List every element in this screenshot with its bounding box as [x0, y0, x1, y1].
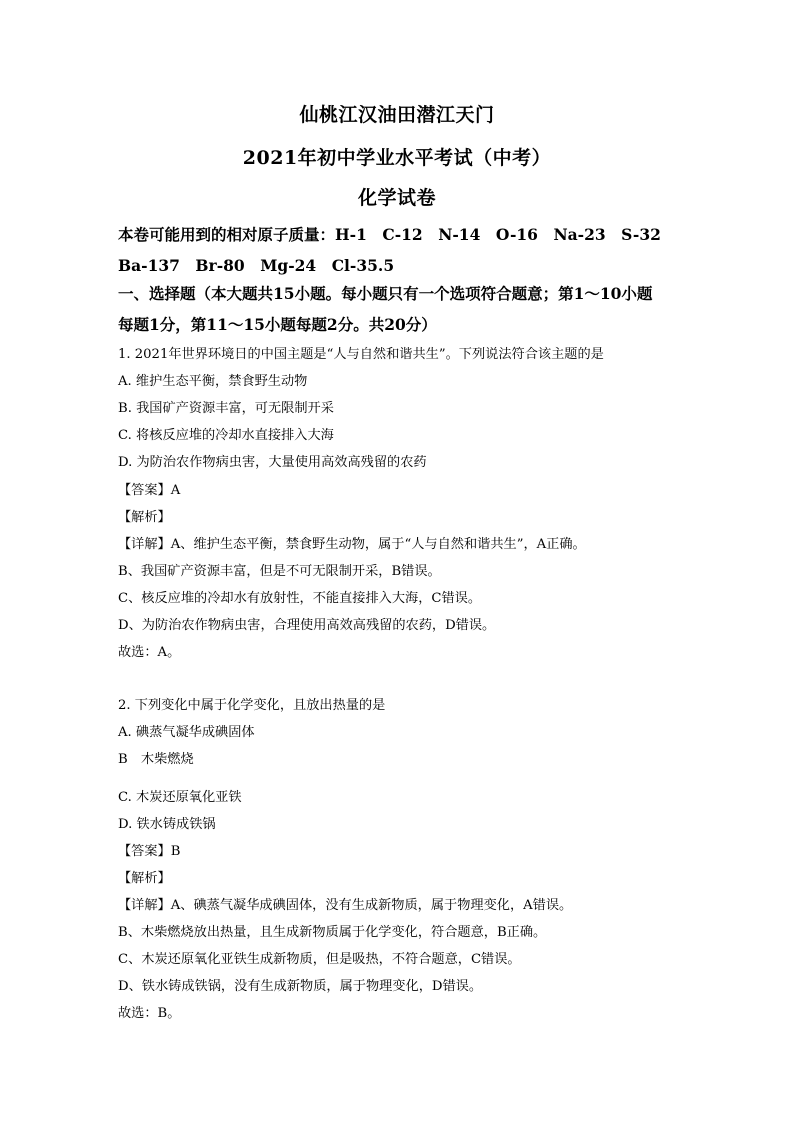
q2-detail-line-1: [118, 894, 572, 913]
q2-answer-tag: 【答案】: [118, 844, 171, 859]
section-heading-line-2: 每题1分，第11～15小题每题2分。共20分）: [118, 315, 437, 334]
q1-detail-b: B、我国矿产资源丰富，但是不可无限制开采，B错误。: [118, 564, 441, 579]
q2-detail-tag: 【详解】: [118, 898, 171, 913]
exam-region-title: 仙桃江汉油田潜江天门: [299, 104, 495, 126]
q2-stem: 2. 下列变化中属于化学变化，且放出热量的是: [118, 698, 386, 713]
q1-detail-d: D、为防治农作物病虫害，合理使用高效高残留的农药，D错误。: [118, 618, 496, 633]
q2-detail-a: A、碘蒸气凝华成碘固体，没有生成新物质，属于物理变化，A错误。: [170, 898, 573, 913]
q1-stem: 1. 2021年世界环境日的中国主题是“人与自然和谐共生”。下列说法符合该主题的是: [118, 347, 604, 362]
q1-detail-c: C、核反应堆的冷却水有放射性，不能直接排入大海，C错误。: [118, 591, 482, 606]
atomic-mass-line-1: 本卷可能用到的相对原子质量：H-1 C-12 N-14 O-16 Na-23 S-32: [118, 225, 661, 244]
q2-answer-value: B: [170, 844, 181, 859]
q1-option-c: C. 将核反应堆的冷却水直接排入大海: [118, 428, 334, 443]
section-heading-line-1: 一、选择题（本大题共15小题。每小题只有一个选项符合题意；第1～10小题: [118, 284, 653, 303]
q2-detail-c: C、木炭还原氧化亚铁生成新物质，但是吸热，不符合题意，C错误。: [118, 952, 521, 967]
q2-option-d: D. 铁水铸成铁锅: [118, 817, 216, 832]
q1-option-b: B. 我国矿产资源丰富，可无限制开采: [118, 401, 334, 416]
q2-detail-d: D、铁水铸成铁锅，没有生成新物质，属于物理变化，D错误。: [118, 979, 483, 994]
exam-name-title: 2021年初中学业水平考试（中考）: [242, 147, 552, 169]
q2-option-c: C. 木炭还原氧化亚铁: [118, 790, 242, 805]
q1-detail-line-1: [118, 533, 586, 552]
q2-answer: [118, 840, 180, 859]
q2-detail-b: B、木柴燃烧放出热量，且生成新物质属于化学变化，符合题意，B正确。: [118, 925, 547, 940]
q1-detail-tag: 【详解】: [118, 537, 171, 552]
q1-answer-value: A: [170, 483, 181, 498]
q2-analysis-tag: 【解析】: [118, 871, 171, 886]
atomic-mass-line-2: Ba-137 Br-80 Mg-24 Cl-35.5: [118, 256, 395, 275]
q1-option-a: A. 维护生态平衡，禁食野生动物: [118, 374, 308, 389]
q2-option-a: A. 碘蒸气凝华成碘固体: [118, 725, 255, 740]
q1-detail-a: A、维护生态平衡，禁食野生动物，属于“人与自然和谐共生”，A正确。: [170, 537, 586, 552]
q2-option-b: B 木柴燃烧: [118, 752, 194, 767]
q2-conclusion: 故选：B。: [118, 1006, 181, 1021]
q1-answer-tag: 【答案】: [118, 483, 171, 498]
q1-analysis-tag: 【解析】: [118, 510, 171, 525]
q1-conclusion: 故选：A。: [118, 645, 181, 660]
q1-option-d: D. 为防治农作物病虫害，大量使用高效高残留的农药: [118, 455, 427, 470]
q1-answer: [118, 479, 180, 498]
subject-title: 化学试卷: [357, 187, 436, 209]
